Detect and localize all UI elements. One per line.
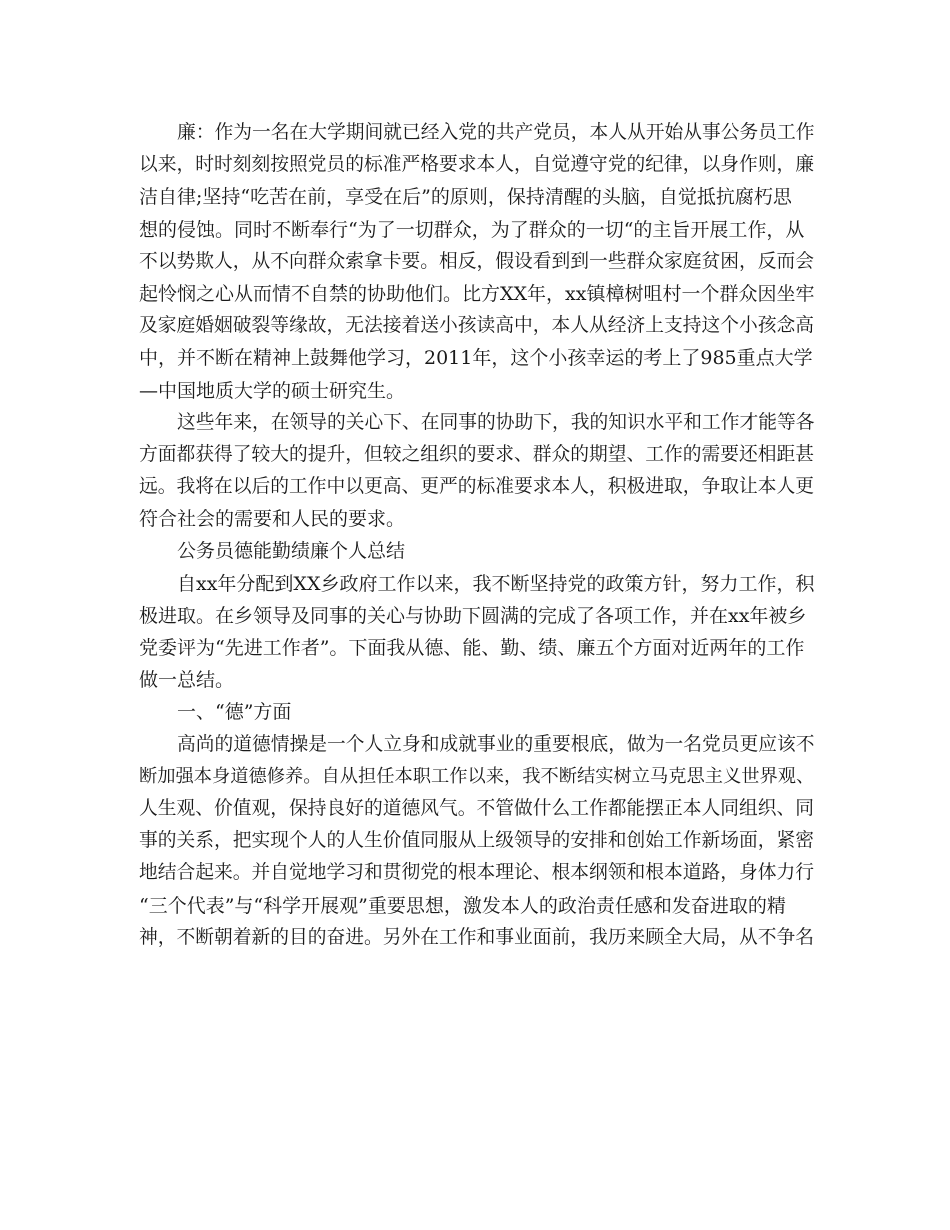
text-line: 起怜悯之心从而情不自禁的协助他们。比方XX年，xx镇樟树咀村一个群众因坐牢	[139, 282, 815, 305]
text-line: 及家庭婚姻破裂等缘故，无法接着送小孩读高中，本人从经济上支持这个小孩念高	[139, 315, 814, 337]
text-line: 地结合起来。并自觉地学习和贯彻党的根本理论、根本纲领和根本道路，身体力行	[139, 862, 814, 884]
text-line: 人生观、价值观，保持良好的道德风气。不管做什么工作都能摆正本人同组织、同	[139, 797, 814, 819]
text-line: 高尚的道德情操是一个人立身和成就事业的重要根底，做为一名党员更应该不	[177, 733, 815, 755]
text-line: 这些年来，在领导的关心下、在同事的协助下，我的知识水平和工作才能等各	[177, 411, 815, 433]
text-line: “三个代表”与“科学开展观”重要思想，激发本人的政治责任感和发奋进取的精	[139, 894, 786, 917]
text-line: 神，不断朝着新的目的奋进。另外在工作和事业面前，我历来顾全大局，从不争名	[139, 926, 814, 948]
text-line: 以来，时时刻刻按照党员的标准严格要求本人，自觉遵守党的纪律，以身作则，廉	[139, 154, 814, 176]
text-line: 想的侵蚀。同时不断奉行“为了一切群众，为了群众的一切“的主旨开展工作，从	[139, 218, 805, 241]
text-line: 洁自律;坚持“吃苦在前，享受在后”的原则，保持清醒的头脑，自觉抵抗腐朽思	[139, 186, 792, 209]
text-line: 一、“德”方面	[177, 701, 292, 724]
text-line: 远。我将在以后的工作中以更高、更严的标准要求本人，积极进取，争取让本人更	[139, 476, 814, 498]
text-line: 党委评为“先进工作者”。下面我从德、能、勤、绩、廉五个方面对近两年的工作	[139, 637, 805, 659]
document-body	[139, 117, 819, 954]
text-line: 方面都获得了较大的提升，但较之组织的要求、群众的期望、工作的需要还相距甚	[139, 443, 814, 465]
text-line: —中国地质大学的硕士研究生。	[139, 379, 406, 402]
text-line: 符合社会的需要和人民的要求。	[139, 508, 406, 531]
text-line: 公务员德能勤绩廉个人总结	[177, 540, 406, 563]
text-line: 做一总结。	[139, 669, 235, 692]
text-line: 中，并不断在精神上鼓舞他学习，2011年，这个小孩幸运的考上了985重点大学	[139, 347, 813, 370]
text-line: 极进取。在乡领导及同事的关心与协助下圆满的完成了各项工作，并在xx年被乡	[139, 604, 807, 627]
text-line: 断加强本身道德修养。自从担任本职工作以来，我不断结实树立马克思主义世界观、	[139, 765, 815, 787]
text-line: 不以势欺人，从不向群众索拿卡要。相反，假设看到到一些群众家庭贫困，反而会	[139, 250, 814, 272]
text-line: 廉：作为一名在大学期间就已经入党的共产党员，本人从开始从事公务员工作	[177, 122, 815, 143]
text-line: 自xx年分配到XX乡政府工作以来，我不断坚持党的政策方针，努力工作，积	[177, 572, 815, 595]
text-line: 事的关系，把实现个人的人生价值同服从上级领导的安排和创始工作新场面，紧密	[139, 830, 814, 852]
